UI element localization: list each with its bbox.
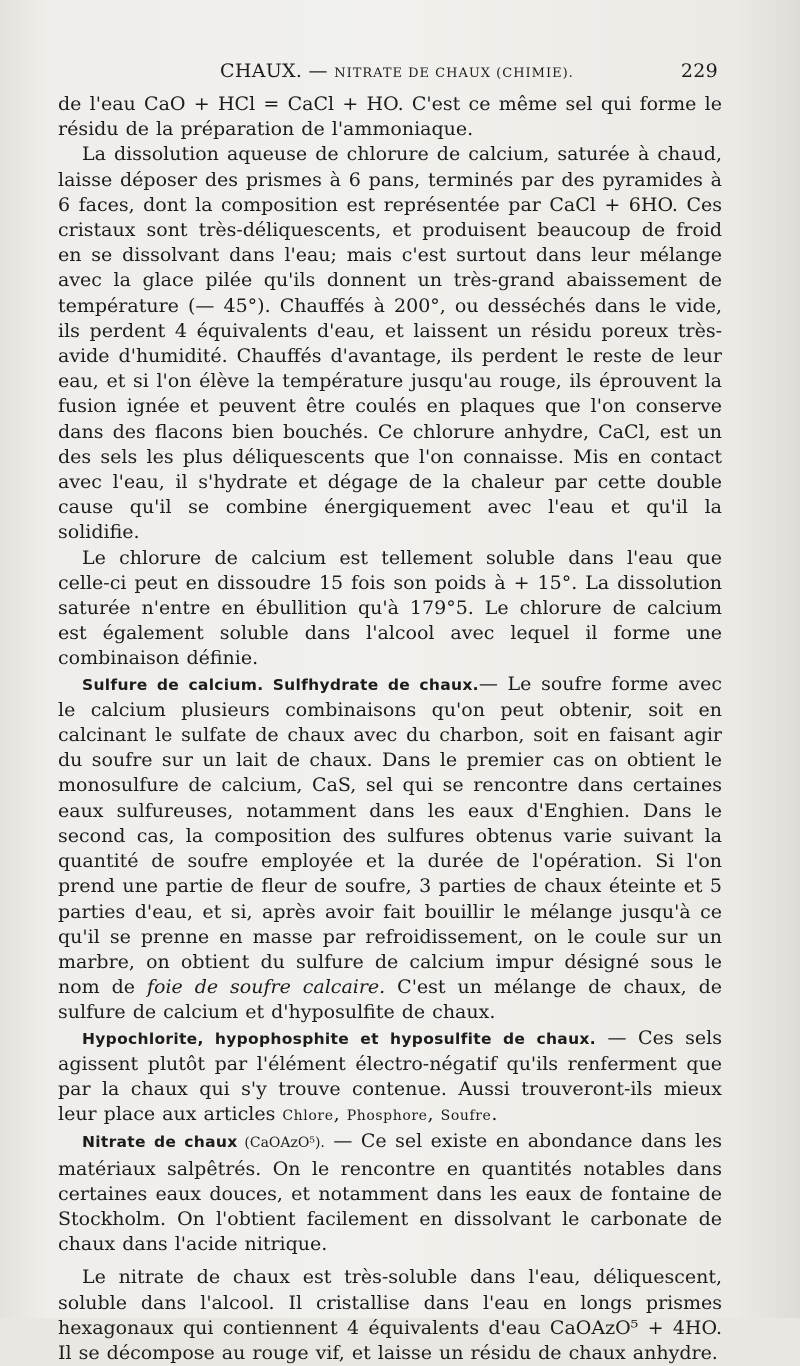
nitrate-formula: (CaOAzO⁵). (237, 1135, 325, 1152)
header-title-main: CHAUX. — (220, 60, 335, 82)
paragraph-2: La dissolution aqueuse de chlorure de calcium, saturée à chaud, laisse déposer des prismes à 6 pans, terminés par des pyramides à 6 faces, dont la composition est représentée par CaCl + 6HO. Ces cristaux sont très-déliquescents, et produisent beaucoup de froid en se dissolvant dans l'eau; mais c'est surtout dans leur mélange avec la glace pilée qu'ils donnent un très-grand abaissement de température (— 45°). Chauffés à 200°, ou desséchés dans le vide, ils perdent 4 équivalents d'eau, et laissent un résidu poreux très-avide d'humidité. Chauffés d'avantage, ils perdent le reste de leur eau, et si l'on élève la température jusqu'au rouge, ils éprouvent la fusion ignée et peuvent être coulés en plaques que l'on conserve dans des flacons bien bouchés. Ce chlorure anhydre, CaCl, est un des sels les plus déliquescents que l'on connaisse. Mis en contact avec l'eau, il s'hydrate et dégage de la chaleur par cette double cause qu'il se combine énergiquement avec l'eau et qu'il la solidifie. (58, 143, 722, 544)
header-title (220, 60, 574, 82)
ref-soufre: Soufre (440, 1108, 492, 1125)
ref-sep-1: , (333, 1103, 347, 1126)
running-header (80, 60, 720, 90)
ref-chlore: Chlore (282, 1108, 334, 1125)
paragraph-4-text: — Le soufre forme avec le calcium plusieurs combinaisons qu'on peut obtenir, soit en calcinant le sulfate de chaux avec du charbon, soit en faisant agir du soufre sur un lait de chaux. Dans le premier cas on obtient le monosulfure de calcium, CaS, sel qui se rencontre dans certaines eaux sulfureuses, notamment dans les eaux d'Enghien. Dans le second cas, la composition des sulfures obtenus varie suivant la quantité de soufre employée et la durée de l'opération. Si l'on prend une partie de fleur de soufre, 3 parties de chaux éteinte et 5 parties d'eau, et si, après avoir fait bouillir le mélange jusqu'à ce qu'il se prenne en masse par refroidissement, on le coule sur un marbre, on obtient du sulfure de calcium impur désigné sous le nom de (58, 672, 722, 999)
section-heading-sulfure: Sulfure de calcium. Sulfhydrate de chaux. (82, 675, 479, 694)
paragraph-6-text: — Ce sel existe en abondance dans les matériaux salpêtrés. On le rencontre en quantités notables dans certaines eaux douces, et notamment dans les eaux de fontaine de Stockholm. On l'obtient facilement en dissolvant le carbonate de chaux dans l'acide nitrique. (58, 1130, 723, 1256)
body-text (58, 92, 722, 1366)
paragraph-5-end: . (491, 1103, 498, 1126)
paragraph-4-tail: C'est un mélange de chaux, de sulfure de calcium et d'hyposulfite de chaux. (58, 976, 723, 1024)
ref-sep-2: , (427, 1103, 441, 1126)
paragraph-5-text: — Ces sels agissent plutôt par l'élément électro-négatif qu'ils renferment que par la chaux qui s'y trouve contenue. Aussi trouveront-ils mieux leur place aux articles (58, 1026, 722, 1126)
paragraph-4-italic: foie de soufre calcaire. (146, 976, 386, 999)
paragraph-6 (58, 1129, 722, 1257)
paragraph-5 (58, 1026, 722, 1130)
section-heading-hypochlorite: Hypochlorite, hypophosphite et hyposulfite de chaux. (82, 1029, 596, 1048)
paragraph-3: Le chlorure de calcium est tellement soluble dans l'eau que celle-ci peut en dissoudre 15 fois son poids à + 15°. La dissolution saturée n'entre en ébullition qu'à 179°5. Le chlorure de calcium est également soluble dans l'alcool avec lequel il forme une combinaison définie. (58, 546, 722, 670)
header-title-small: NITRATE DE CHAUX (CHIMIE). (334, 66, 574, 81)
paragraph-4 (58, 672, 722, 1026)
ref-phosphore: Phosphore (346, 1108, 428, 1125)
section-heading-nitrate: Nitrate de chaux (82, 1133, 238, 1152)
paragraph-7: Le nitrate de chaux est très-soluble dans l'eau, déliquescent, soluble dans l'alcool. Il cristallise dans l'eau en longs prismes hexagonaux qui contiennent 4 équivalents d'eau CaOAzO⁵ + 4HO. Il se décompose au rouge vif, et laisse un résidu de chaux anhydre. (58, 1266, 722, 1364)
paragraph-1: de l'eau CaO + HCl = CaCl + HO. C'est ce même sel qui forme le résidu de la préparation de l'ammoniaque. (58, 93, 722, 141)
page-number: 229 (680, 60, 718, 82)
